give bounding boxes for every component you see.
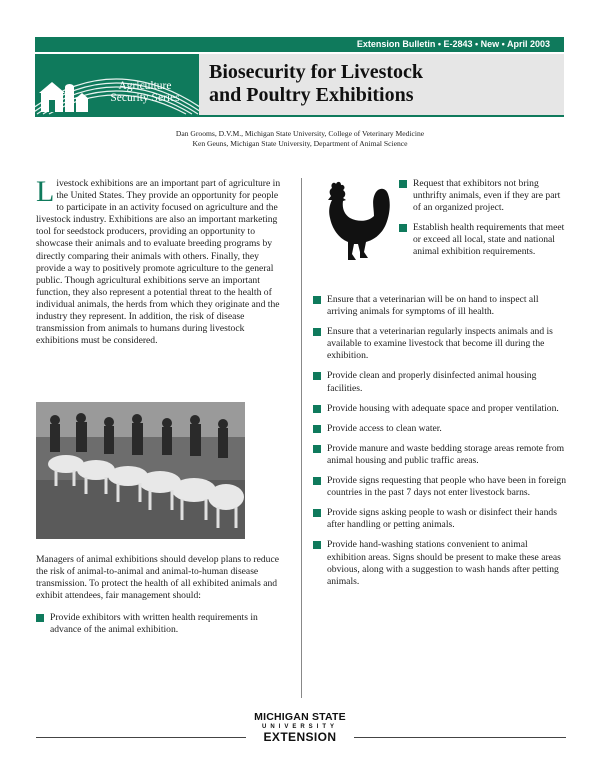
page-title-line2: and Poultry Exhibitions	[209, 84, 414, 106]
title-block	[199, 54, 564, 115]
photo-graphic	[36, 402, 245, 539]
page-title-line1: Biosecurity for Livestock	[209, 61, 424, 83]
author-line-1: Dan Grooms, D.V.M., Michigan State University, College of Veterinary Medicine	[175, 129, 425, 138]
header	[35, 54, 564, 117]
bullet-text: Provide signs asking people to wash or disinfect their hands after handling or petting animals.	[327, 507, 557, 531]
msu-extension-logo	[252, 712, 348, 743]
bullet-square-icon	[313, 541, 321, 549]
bullet-square-icon	[313, 509, 321, 517]
right-top-bullet-list	[399, 178, 567, 259]
list-item	[36, 612, 287, 636]
intro-paragraph	[36, 175, 287, 347]
footer-rule-left	[36, 737, 246, 738]
right-column-top	[399, 178, 567, 267]
series-name	[93, 80, 197, 104]
drop-cap: L	[36, 175, 55, 208]
list-item	[313, 475, 566, 499]
left-column	[36, 175, 287, 357]
list-item	[399, 178, 567, 214]
left-bullet-list	[36, 612, 287, 636]
bullet-text: Ensure that a veterinarian will be on hand to inspect all arriving animals for symptoms of ill health.	[327, 294, 539, 318]
list-item	[313, 403, 566, 415]
right-column	[313, 294, 566, 596]
list-item	[313, 443, 566, 467]
list-item	[313, 423, 566, 435]
list-item	[313, 326, 566, 362]
series-name-line1: Agriculture	[118, 80, 172, 92]
series-logo	[35, 54, 199, 115]
bullet-square-icon	[313, 425, 321, 433]
bullet-text: Ensure that a veterinarian regularly inspects animals and is available to examine livestock that become ill during the exhibition.	[327, 326, 553, 362]
footer-rule-right	[354, 737, 566, 738]
author-line-2: Ken Geuns, Michigan State University, Department of Animal Science	[192, 139, 408, 148]
series-name-line2: Security Series	[110, 92, 180, 104]
bullet-text: Provide hand-washing stations convenient to animal exhibition areas. Signs should be present to make these areas obvious, along with a suggestion to wash hands after petting animals.	[327, 539, 561, 587]
list-item	[313, 294, 566, 318]
right-bullet-list	[313, 294, 566, 588]
bullet-square-icon	[313, 372, 321, 380]
bulletin-banner-text: Extension Bulletin • E-2843 • New • April 2003	[356, 39, 550, 49]
list-item	[313, 539, 566, 587]
bullet-square-icon	[313, 296, 321, 304]
bullet-square-icon	[313, 328, 321, 336]
bullet-square-icon	[36, 614, 44, 622]
barn-icon	[39, 82, 89, 112]
bullet-text: Provide exhibitors with written health requirements in advance of the animal exhibition.	[50, 612, 258, 636]
bullet-square-icon	[399, 224, 407, 232]
bullet-text: Provide manure and waste bedding storage areas remote from animal housing and public traffic areas.	[327, 442, 565, 466]
list-item	[399, 222, 567, 258]
list-item	[313, 507, 566, 531]
bulletin-banner	[35, 37, 564, 52]
footer-line1: MICHIGAN STATE	[254, 711, 346, 723]
column-divider	[301, 178, 302, 698]
intro-text: ivestock exhibitions are an important part of agriculture in the United States. They provide an opportunity for people to participate in an activity focused on agriculture and the livestock industry. Exhibitions are also an important marketing tool for seedstock producers, providing an opportunity to showcase their animals and to evaluate breeding programs by directly comparing their animals with others. Finally, they provide a way to positively promote agriculture to the general public. Though agricultural exhibitions serve an important function, they also represent a potential threat to the health of individual animals, the herds from which they originate and the industry they represent. In addition, the risk of disease transmission from animals to humans during livestock exhibitions must be considered.	[36, 178, 281, 347]
footer-line2: UNIVERSITY	[261, 724, 338, 730]
list-item	[313, 370, 566, 394]
left-column-lower	[36, 554, 287, 645]
bullet-text: Provide housing with adequate space and proper ventilation.	[327, 402, 559, 414]
footer-line3: EXTENSION	[263, 730, 337, 744]
managers-paragraph: Managers of animal exhibitions should develop plans to reduce the risk of animal-to-animal and animal-to-human disease transmission. To protect the health of all exhibited animals and exhibit attendees, fair management should:	[36, 554, 279, 602]
bullet-text: Provide clean and properly disinfected animal housing facilities.	[327, 370, 537, 394]
rooster-icon	[316, 178, 396, 270]
bullet-square-icon	[399, 180, 407, 188]
bullet-text: Provide signs requesting that people who have been in foreign countries in the past 7 days not enter livestock barns.	[327, 475, 566, 499]
bullet-square-icon	[313, 477, 321, 485]
bullet-text: Establish health requirements that meet or exceed all local, state and national animal exhibition requirements.	[413, 222, 565, 258]
bullet-text: Provide access to clean water.	[327, 422, 442, 434]
bullet-square-icon	[313, 405, 321, 413]
bullet-text: Request that exhibitors not bring unthrifty animals, even if they are part of an organized project.	[413, 178, 561, 214]
sheep-exhibition-photo	[36, 402, 245, 539]
bullet-square-icon	[313, 445, 321, 453]
